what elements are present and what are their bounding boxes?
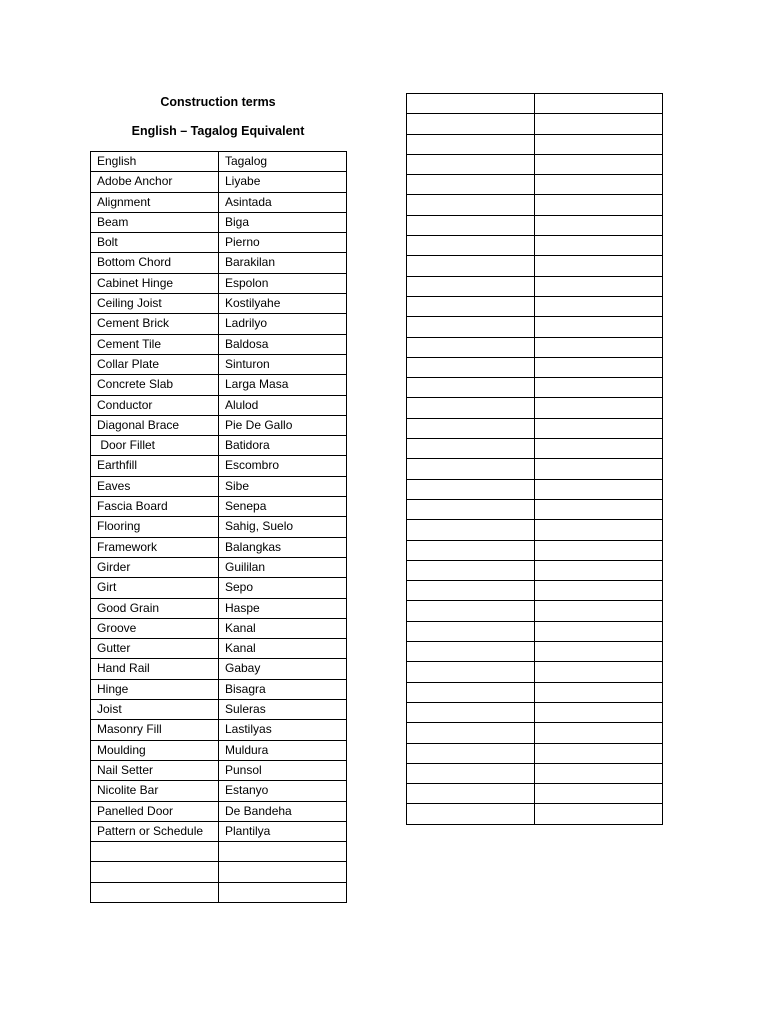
table-row	[91, 740, 347, 760]
tagalog-cell	[535, 784, 663, 804]
english-cell	[407, 154, 535, 174]
blank-table-row	[407, 540, 663, 560]
blank-table-row	[407, 398, 663, 418]
english-cell	[407, 763, 535, 783]
english-cell: Bolt	[91, 233, 219, 253]
english-cell: Good Grain	[91, 598, 219, 618]
blank-table-row	[407, 763, 663, 783]
tagalog-cell	[535, 236, 663, 256]
english-cell	[407, 114, 535, 134]
table-row	[91, 395, 347, 415]
tagalog-cell	[535, 317, 663, 337]
tagalog-cell	[535, 743, 663, 763]
table-row	[91, 679, 347, 699]
tagalog-cell	[535, 459, 663, 479]
blank-table-row	[407, 114, 663, 134]
tagalog-cell	[535, 215, 663, 235]
tagalog-cell: Gabay	[219, 659, 347, 679]
blank-table-row	[407, 378, 663, 398]
blank-table-row	[407, 560, 663, 580]
tagalog-cell	[535, 418, 663, 438]
tagalog-cell: Kanal	[219, 639, 347, 659]
tagalog-cell	[535, 378, 663, 398]
tagalog-cell: Guililan	[219, 557, 347, 577]
terms-table	[90, 151, 347, 903]
english-cell	[407, 296, 535, 316]
english-cell	[407, 743, 535, 763]
english-cell	[407, 784, 535, 804]
tagalog-cell: Punsol	[219, 760, 347, 780]
english-cell: Moulding	[91, 740, 219, 760]
english-cell	[407, 317, 535, 337]
blank-table-row	[407, 621, 663, 641]
document-title: Construction terms	[160, 95, 276, 109]
english-cell: Framework	[91, 537, 219, 557]
english-cell	[407, 479, 535, 499]
english-cell	[407, 337, 535, 357]
blank-table-row	[407, 682, 663, 702]
table-row	[91, 192, 347, 212]
table-row	[91, 882, 347, 902]
tagalog-cell	[535, 763, 663, 783]
table-row	[91, 314, 347, 334]
tagalog-cell: Ladrilyo	[219, 314, 347, 334]
tagalog-cell: Larga Masa	[219, 375, 347, 395]
blank-table-row	[407, 236, 663, 256]
tagalog-cell: Bisagra	[219, 679, 347, 699]
tagalog-cell: Suleras	[219, 700, 347, 720]
blank-table-row	[407, 499, 663, 519]
tagalog-cell: Balangkas	[219, 537, 347, 557]
blank-table-row	[407, 337, 663, 357]
table-row	[91, 253, 347, 273]
blank-table-row	[407, 439, 663, 459]
english-cell: Cement Brick	[91, 314, 219, 334]
tagalog-cell: Sinturon	[219, 354, 347, 374]
table-row	[91, 720, 347, 740]
tagalog-cell	[535, 276, 663, 296]
blank-table-row	[407, 256, 663, 276]
english-cell	[407, 804, 535, 824]
table-row	[91, 760, 347, 780]
tagalog-cell	[535, 256, 663, 276]
tagalog-cell	[535, 682, 663, 702]
tagalog-cell	[535, 398, 663, 418]
english-cell	[407, 459, 535, 479]
english-cell: Fascia Board	[91, 497, 219, 517]
table-row	[91, 862, 347, 882]
english-cell	[407, 540, 535, 560]
english-cell: Girder	[91, 557, 219, 577]
blank-table-row	[407, 357, 663, 377]
english-cell	[407, 398, 535, 418]
blank-table-row	[407, 702, 663, 722]
table-row	[91, 598, 347, 618]
tagalog-cell: Lastilyas	[219, 720, 347, 740]
tagalog-cell	[535, 723, 663, 743]
english-cell: Flooring	[91, 517, 219, 537]
blank-table-row	[407, 317, 663, 337]
english-cell: English	[91, 152, 219, 172]
tagalog-cell: Tagalog	[219, 152, 347, 172]
tagalog-cell: Alulod	[219, 395, 347, 415]
english-cell: Masonry Fill	[91, 720, 219, 740]
table-row	[91, 659, 347, 679]
english-cell	[407, 175, 535, 195]
english-cell	[407, 94, 535, 114]
tagalog-cell: Barakilan	[219, 253, 347, 273]
tagalog-cell	[535, 540, 663, 560]
blank-table-row	[407, 642, 663, 662]
english-cell: Adobe Anchor	[91, 172, 219, 192]
table-row	[91, 273, 347, 293]
tagalog-cell	[535, 479, 663, 499]
english-cell: Collar Plate	[91, 354, 219, 374]
english-cell	[407, 702, 535, 722]
english-cell: Bottom Chord	[91, 253, 219, 273]
blank-table-row	[407, 175, 663, 195]
english-cell	[407, 601, 535, 621]
tagalog-cell: Asintada	[219, 192, 347, 212]
english-cell: Alignment	[91, 192, 219, 212]
table-row	[91, 618, 347, 638]
tagalog-cell	[535, 337, 663, 357]
blank-table-row	[407, 662, 663, 682]
tagalog-cell	[535, 804, 663, 824]
english-cell: Panelled Door	[91, 801, 219, 821]
english-cell: Conductor	[91, 395, 219, 415]
table-row	[91, 700, 347, 720]
tagalog-cell	[535, 499, 663, 519]
tagalog-cell	[535, 134, 663, 154]
tagalog-cell: Senepa	[219, 497, 347, 517]
blank-table-row	[407, 418, 663, 438]
table-row	[91, 233, 347, 253]
tagalog-cell	[219, 882, 347, 902]
english-cell	[407, 621, 535, 641]
tagalog-cell: Baldosa	[219, 334, 347, 354]
tagalog-cell: De Bandeha	[219, 801, 347, 821]
table-row	[91, 497, 347, 517]
tagalog-cell	[535, 560, 663, 580]
tagalog-cell: Escombro	[219, 456, 347, 476]
blank-table-row	[407, 459, 663, 479]
english-cell	[407, 723, 535, 743]
table-row	[91, 821, 347, 841]
english-cell	[407, 134, 535, 154]
tagalog-cell: Pierno	[219, 233, 347, 253]
english-cell	[407, 520, 535, 540]
tagalog-cell	[535, 296, 663, 316]
blank-table-row	[407, 601, 663, 621]
english-cell	[91, 842, 219, 862]
english-cell	[407, 256, 535, 276]
english-cell	[407, 236, 535, 256]
tagalog-cell	[535, 642, 663, 662]
tagalog-cell	[535, 175, 663, 195]
blank-table-row	[407, 784, 663, 804]
tagalog-cell: Sepo	[219, 578, 347, 598]
tagalog-cell	[535, 621, 663, 641]
english-cell	[407, 439, 535, 459]
tagalog-cell	[535, 94, 663, 114]
english-cell: Joist	[91, 700, 219, 720]
tagalog-cell: Espolon	[219, 273, 347, 293]
english-cell	[407, 195, 535, 215]
table-row	[91, 801, 347, 821]
english-cell	[407, 276, 535, 296]
table-row	[91, 334, 347, 354]
tagalog-cell	[535, 114, 663, 134]
table-row	[91, 436, 347, 456]
english-cell: Nail Setter	[91, 760, 219, 780]
tagalog-cell: Kostilyahe	[219, 294, 347, 314]
blank-table-row	[407, 215, 663, 235]
english-cell: Nicolite Bar	[91, 781, 219, 801]
english-cell	[407, 215, 535, 235]
blank-table-row	[407, 743, 663, 763]
table-row	[91, 639, 347, 659]
tagalog-cell: Muldura	[219, 740, 347, 760]
table-row	[91, 354, 347, 374]
table-row	[91, 842, 347, 862]
tagalog-cell	[535, 581, 663, 601]
english-cell	[91, 862, 219, 882]
tagalog-cell: Sibe	[219, 476, 347, 496]
table-row	[91, 375, 347, 395]
table-row	[91, 152, 347, 172]
english-cell	[407, 662, 535, 682]
table-row	[91, 578, 347, 598]
document-subtitle: English – Tagalog Equivalent	[131, 124, 305, 138]
english-cell: Concrete Slab	[91, 375, 219, 395]
tagalog-cell: Sahig, Suelo	[219, 517, 347, 537]
english-cell: Girt	[91, 578, 219, 598]
english-cell	[407, 378, 535, 398]
blank-table-row	[407, 154, 663, 174]
english-cell: Cabinet Hinge	[91, 273, 219, 293]
english-cell	[407, 499, 535, 519]
blank-table-row	[407, 520, 663, 540]
tagalog-cell	[219, 862, 347, 882]
table-row	[91, 172, 347, 192]
english-cell: Groove	[91, 618, 219, 638]
table-row	[91, 557, 347, 577]
english-cell	[91, 882, 219, 902]
english-cell: Cement Tile	[91, 334, 219, 354]
tagalog-cell: Kanal	[219, 618, 347, 638]
blank-table-row	[407, 94, 663, 114]
english-cell: Eaves	[91, 476, 219, 496]
table-row	[91, 517, 347, 537]
english-cell: Hinge	[91, 679, 219, 699]
table-row	[91, 212, 347, 232]
blank-table-row	[407, 134, 663, 154]
english-cell: Ceiling Joist	[91, 294, 219, 314]
english-cell: Diagonal Brace	[91, 415, 219, 435]
tagalog-cell	[535, 662, 663, 682]
english-cell: Hand Rail	[91, 659, 219, 679]
tagalog-cell	[219, 842, 347, 862]
tagalog-cell: Plantilya	[219, 821, 347, 841]
english-cell	[407, 642, 535, 662]
table-row	[91, 476, 347, 496]
table-row	[91, 294, 347, 314]
blank-table-row	[407, 804, 663, 824]
tagalog-cell	[535, 439, 663, 459]
tagalog-cell	[535, 195, 663, 215]
tagalog-cell	[535, 154, 663, 174]
blank-table-row	[407, 581, 663, 601]
blank-table	[406, 93, 663, 825]
english-cell	[407, 682, 535, 702]
english-cell: Door Fillet	[91, 436, 219, 456]
english-cell	[407, 357, 535, 377]
tagalog-cell	[535, 702, 663, 722]
blank-table-row	[407, 296, 663, 316]
english-cell	[407, 581, 535, 601]
tagalog-cell	[535, 520, 663, 540]
table-row	[91, 415, 347, 435]
table-row	[91, 537, 347, 557]
tagalog-cell: Batidora	[219, 436, 347, 456]
blank-table-row	[407, 479, 663, 499]
english-cell: Beam	[91, 212, 219, 232]
blank-table-row	[407, 195, 663, 215]
tagalog-cell: Biga	[219, 212, 347, 232]
english-cell	[407, 560, 535, 580]
english-cell	[407, 418, 535, 438]
english-cell: Gutter	[91, 639, 219, 659]
tagalog-cell	[535, 601, 663, 621]
english-cell: Pattern or Schedule	[91, 821, 219, 841]
tagalog-cell: Pie De Gallo	[219, 415, 347, 435]
table-row	[91, 456, 347, 476]
english-cell: Earthfill	[91, 456, 219, 476]
tagalog-cell: Liyabe	[219, 172, 347, 192]
blank-table-row	[407, 723, 663, 743]
tagalog-cell: Haspe	[219, 598, 347, 618]
tagalog-cell: Estanyo	[219, 781, 347, 801]
table-row	[91, 781, 347, 801]
tagalog-cell	[535, 357, 663, 377]
blank-table-row	[407, 276, 663, 296]
